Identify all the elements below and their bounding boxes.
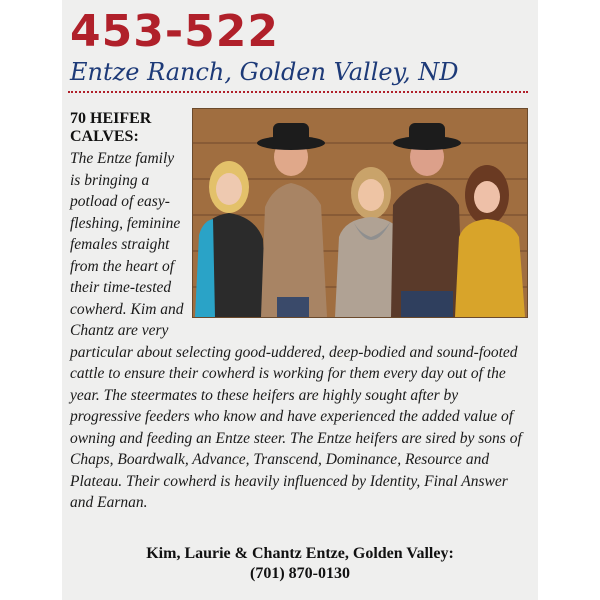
listing-heading: 70 HEIFER CALVES: bbox=[70, 110, 152, 145]
sale-listing-card bbox=[62, 0, 538, 600]
ranch-name: Entze Ranch, Golden Valley, ND bbox=[70, 58, 459, 86]
dotted-divider bbox=[68, 91, 528, 93]
description-text: The Entze family is bringing a potload of easy-fleshing, feminine females straight from the heart of their time-tested cowherd. Kim and Chantz are very particular about selecting good-uddered, deep-bodied and sound-footed cattle to ensure their cowherd is working for them every day out of the year. The steermates to these heifers are highly sought after by progressive feeders who know and have experienced the added value of owning and feeding an Entze steer. The Entze heifers are sired by sons of Chaps, Boardwalk, Advance, Transcend, Dominance, Resource and Plateau. Their cowherd is heavily influenced by Identity, Final Answer and Earnan. bbox=[70, 150, 522, 511]
lot-number: 453-522 bbox=[70, 6, 279, 57]
contact-info bbox=[62, 544, 538, 584]
contact-phone: (701) 870-0130 bbox=[250, 565, 350, 582]
family-photo bbox=[192, 108, 528, 318]
contact-names: Kim, Laurie & Chantz Entze, Golden Valley: bbox=[146, 545, 454, 562]
